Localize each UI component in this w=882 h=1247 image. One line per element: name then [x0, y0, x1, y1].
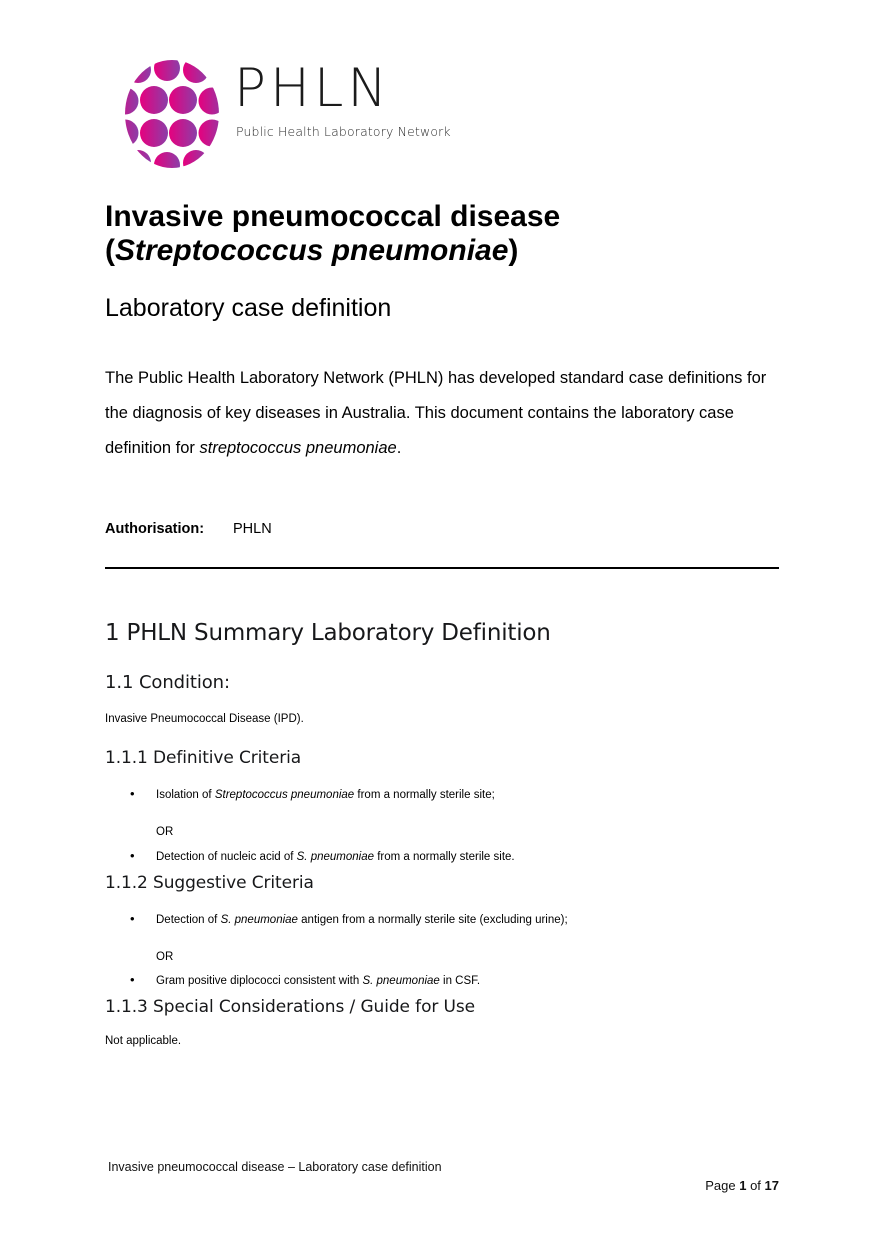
- bullet-glyph-icon: •: [130, 972, 135, 987]
- list-item-text-after: in CSF.: [439, 975, 481, 987]
- list-item-text-before: Detection of: [156, 914, 221, 926]
- authorisation-value: PHLN: [233, 521, 272, 537]
- list-item-text: [156, 851, 515, 863]
- phln-logo: [118, 58, 451, 170]
- authorisation-label: Authorisation:: [105, 521, 205, 537]
- list-item: [130, 849, 515, 863]
- list-item-text: [156, 975, 480, 987]
- phln-wordmark: PHLN: [234, 58, 391, 119]
- condition-text: Invasive Pneumococcal Disease (IPD).: [105, 713, 304, 725]
- horizontal-divider: [105, 567, 779, 569]
- intro-paragraph: [105, 361, 770, 466]
- title-paren-close: ): [508, 234, 519, 268]
- intro-text-after: .: [396, 439, 402, 457]
- list-item-text: [156, 914, 568, 926]
- list-item-text-after: from a normally sterile site.: [374, 851, 515, 863]
- list-item-text-after: antigen from a normally sterile site (excluding urine);: [297, 914, 568, 926]
- bullet-glyph-icon: •: [130, 848, 135, 863]
- special-considerations-text: Not applicable.: [105, 1035, 182, 1047]
- title-paren-open: (: [105, 234, 115, 268]
- footer-of-word: of: [750, 1178, 761, 1193]
- title-species: Streptococcus pneumoniae: [115, 234, 509, 268]
- heading-special-considerations: 1.1.3 Special Considerations / Guide for Use: [105, 997, 476, 1017]
- list-item: [130, 912, 568, 926]
- authorisation-row: [105, 521, 272, 537]
- phln-tagline: Public Health Laboratory Network: [236, 124, 451, 139]
- bullet-glyph-icon: •: [130, 911, 135, 926]
- list-item: [130, 973, 480, 987]
- page-title: [105, 200, 805, 268]
- list-item-species: S. pneumoniae: [220, 914, 298, 926]
- list-item-text-before: Detection of nucleic acid of: [156, 851, 297, 863]
- footer-page-word: Page: [705, 1178, 736, 1193]
- heading-suggestive-criteria: 1.1.2 Suggestive Criteria: [105, 873, 314, 893]
- phln-logo-mark-icon: [118, 58, 226, 170]
- connector-or: OR: [156, 951, 174, 963]
- heading-section-1: 1 PHLN Summary Laboratory Definition: [105, 620, 551, 646]
- footer-total-pages: 17: [764, 1178, 779, 1193]
- footer-document-title: Invasive pneumococcal disease – Laboratory case definition: [108, 1160, 442, 1174]
- page-subtitle: Laboratory case definition: [105, 294, 392, 322]
- title-line-1: Invasive pneumococcal disease: [105, 200, 561, 233]
- list-item-text-after: from a normally sterile site;: [354, 789, 495, 801]
- heading-definitive-criteria: 1.1.1 Definitive Criteria: [105, 748, 302, 768]
- list-item-text: [156, 789, 495, 801]
- connector-or: OR: [156, 826, 174, 838]
- list-item-species: S. pneumoniae: [362, 975, 440, 987]
- list-item: [130, 787, 495, 801]
- heading-condition: 1.1 Condition:: [105, 672, 230, 693]
- list-item-species: Streptococcus pneumoniae: [214, 789, 355, 801]
- bullet-glyph-icon: •: [130, 786, 135, 801]
- phln-logo-text: [234, 58, 451, 139]
- list-item-text-before: Isolation of: [156, 789, 215, 801]
- intro-text-before: The Public Health Laboratory Network (PHLN) has developed standard case definitions for the diagnosis of key diseases in Australia. This document contains the laboratory case definition for: [105, 369, 767, 457]
- list-item-species: S. pneumoniae: [296, 851, 375, 863]
- footer-current-page: 1: [739, 1178, 747, 1193]
- list-item-text-before: Gram positive diplococci consistent with: [156, 975, 363, 987]
- footer-page-number: [705, 1178, 779, 1193]
- intro-species: streptococcus pneumoniae: [199, 439, 397, 457]
